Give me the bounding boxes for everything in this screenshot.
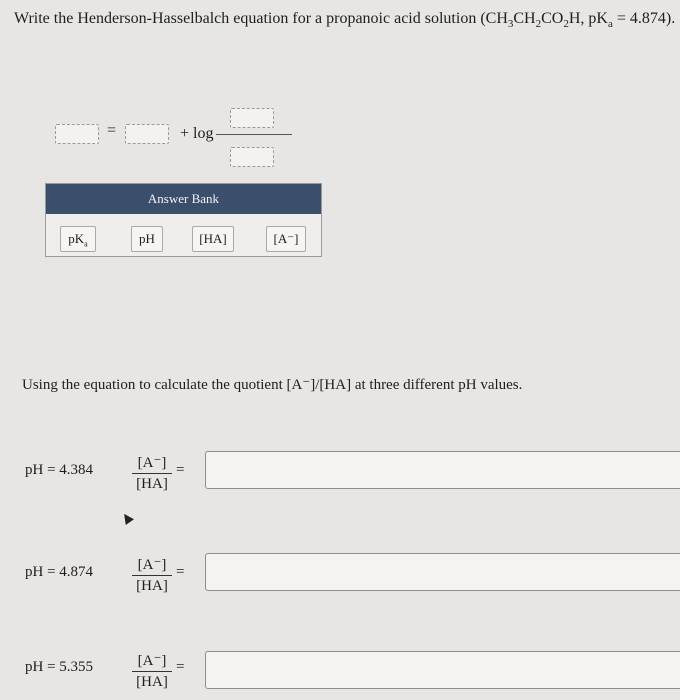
quotient-numerator: [A⁻] [137,653,167,669]
quotient-fraction [132,454,172,493]
quotient-denominator: [HA] [136,476,168,492]
equation-right-slot[interactable] [125,124,169,144]
answer-bank-title: Answer Bank [46,184,321,214]
quotient-answer-input-2[interactable] [205,553,680,591]
question-text: Write the Henderson-Hasselbalch equation for a propanoic acid solution ($CH_3CH_2CO_2H$, $pK_a = 4.874$). [14,10,676,31]
quotient-bar [132,575,172,576]
tile-ha[interactable]: [HA] [192,226,234,252]
log-denominator-slot[interactable] [230,147,274,167]
quotient-bar [132,671,172,672]
ph-label: pH = 4.874 [25,564,94,580]
equals-sign: = [176,659,185,675]
quotient-denominator: [HA] [136,578,168,594]
tile-a-minus[interactable]: [A⁻] [266,226,306,252]
quotient-denominator: [HA] [136,674,168,690]
quotient-numerator: [A⁻] [137,557,167,573]
equation-left-slot[interactable] [55,124,99,144]
log-numerator-slot[interactable] [230,108,274,128]
quotient-numerator: [A⁻] [137,455,167,471]
quotient-answer-input-1[interactable] [205,451,680,489]
equals-sign: = [176,462,185,478]
quotient-fraction [132,652,172,691]
tile-ph[interactable]: pH [131,226,163,252]
answer-bank [45,183,322,257]
quotient-answer-input-3[interactable] [205,651,680,689]
mouse-cursor-icon [120,511,134,525]
tile-pka[interactable]: $pK_a$ [60,226,96,252]
quotient-bar [132,473,172,474]
fraction-bar [216,134,292,135]
ph-label: pH = 4.384 [25,462,94,478]
instruction-text: Using the equation to calculate the quotient [A⁻]/[HA] at three different pH values. [22,377,523,393]
ph-label: pH = 5.355 [25,659,94,675]
equals-sign: = [176,564,185,580]
quotient-fraction [132,556,172,595]
plus-log-text: + log [180,125,214,142]
equation-equals-sign: = [107,122,117,139]
